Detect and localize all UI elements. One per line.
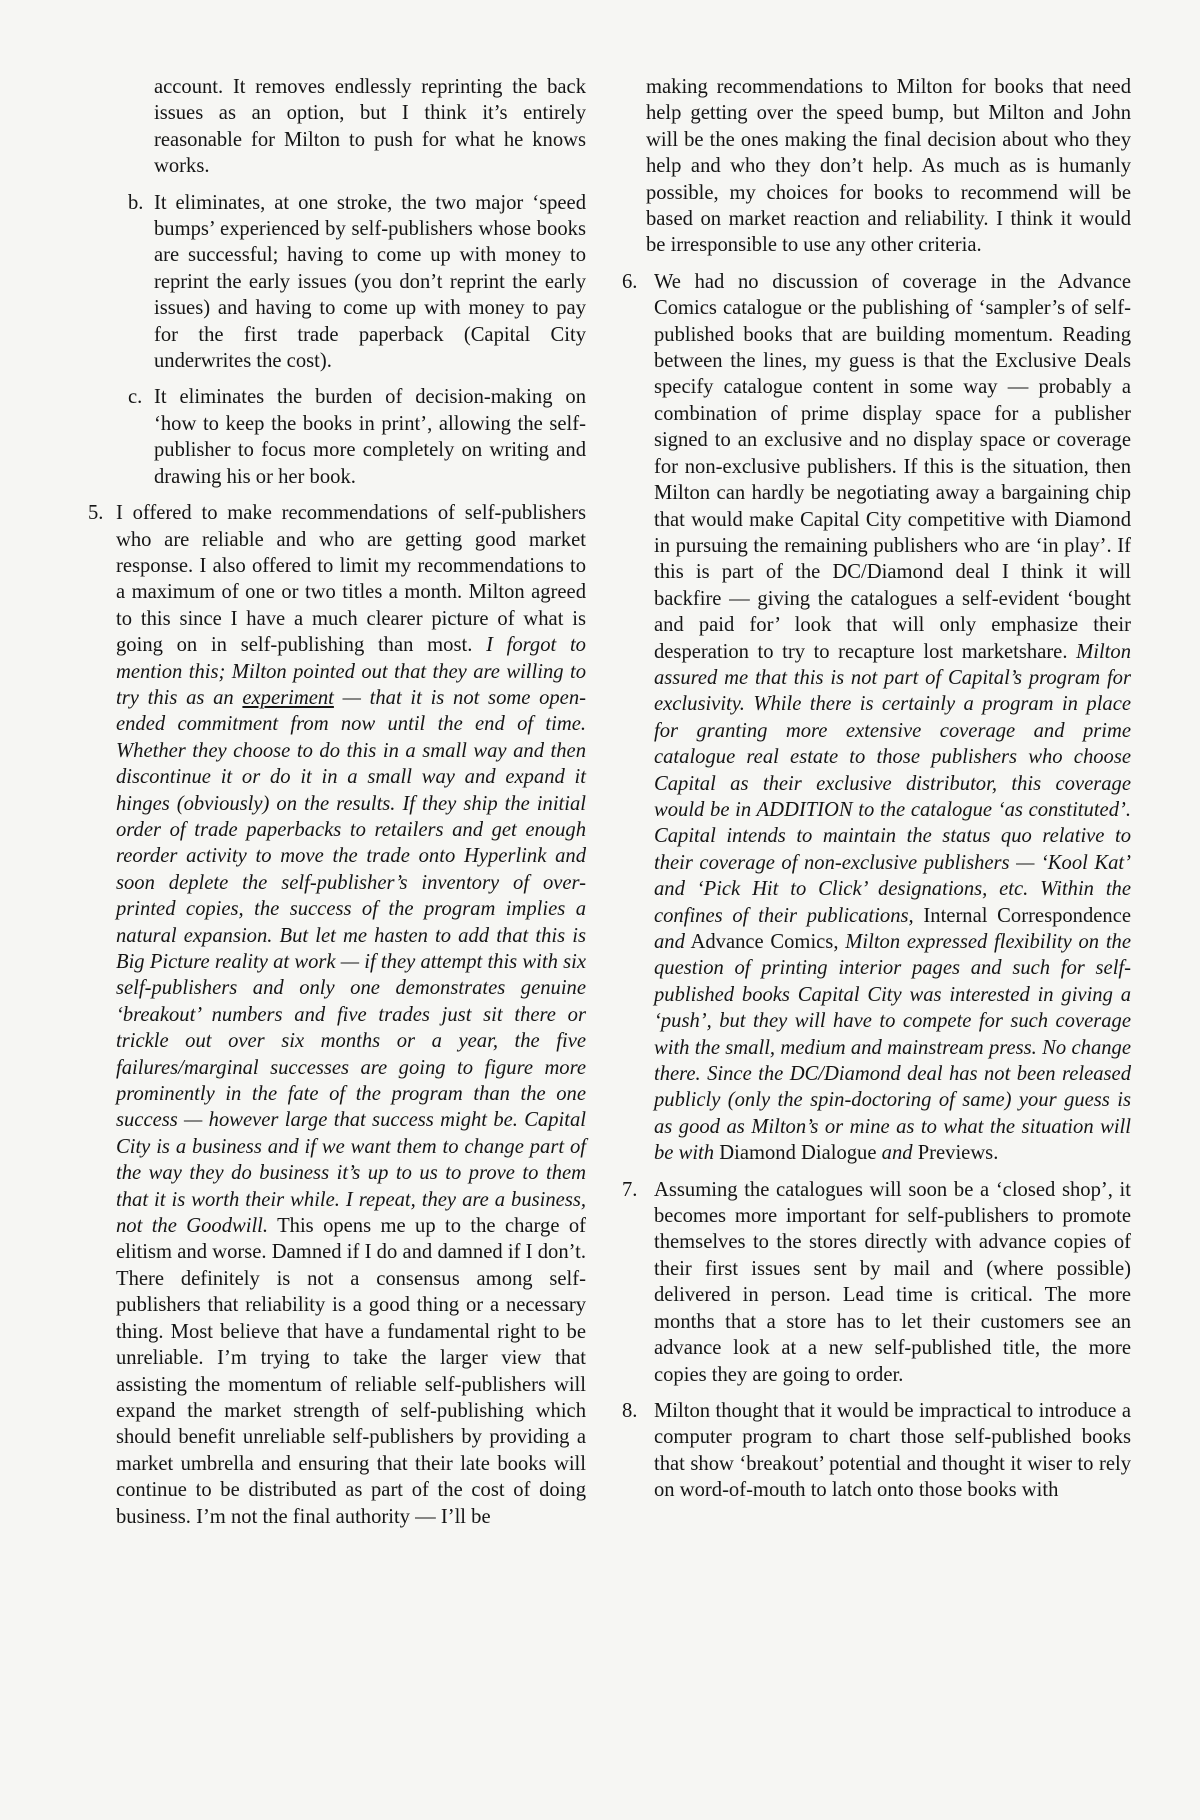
item-b-label: b. bbox=[128, 191, 144, 214]
item-6-and1: and bbox=[654, 931, 685, 953]
list-item-b bbox=[88, 190, 586, 375]
list-item-c bbox=[88, 384, 586, 490]
item-c-label: c. bbox=[128, 386, 143, 409]
list-item-5 bbox=[88, 500, 586, 1530]
item-b-text: It eliminates, at one stroke, the two major ‘speed bumps’ experienced by self-publishers whose books are successful; having to come up with money to reprint the early issues (you don’t reprint the early issues) and having to come up with money to pay for the first trade paperback (Capital City underwrites the cost). bbox=[154, 191, 586, 373]
item-6-italic1: Milton assured me that this is not part of Capital’s program for exclusivity. While there is certainly a program in place for granting more extensive coverage and prime catalogue real estate to those publishers who choose Capital as their exclusive distributor, this coverage would be in ADDITION to the catalogue ‘as constituted’. Capital intends to maintain the status quo relative to their coverage of non-exclusive publishers — ‘Kool Kat’ and ‘Pick Hit to Click’ designations, etc. Within the confines of their publications, bbox=[654, 640, 1131, 927]
item-6-and2: and bbox=[881, 1142, 913, 1165]
item-7-text: Assuming the catalogues will soon be a ‘closed shop’, it becomes more important for self-publishers to promote themselves to the stores directly with advance copies of their first issues sent by mail and (where possible) delivered in person. Lead time is critical. The more months that a store has to let their customers see an advance look at a new self-published title, the more copies they are going to order. bbox=[654, 1178, 1131, 1386]
item-6-italic2: Milton expressed flexibility on the question of printing interior pages and such for self-published books Capital City was interested in giving a ‘push’, but they will have to compete for such coverage with the small, medium and mainstream press. No change there. Since the DC/Diamond deal has not been released publicly (only the spin-doctoring of same) your guess is as good as Milton’s or mine as to what the situation will be with bbox=[654, 931, 1131, 1165]
item-5-continuation: making recommendations to Milton for books that need help getting over the speed bump, but Milton and John will be the ones making the final decision about who they help and who they don’t help. As much as is humanly possible, my choices for books to recommend will be based on market reaction and reliability. I think it would be irresponsible to use any other criteria. bbox=[646, 76, 1131, 257]
list-item-7 bbox=[622, 1177, 1131, 1388]
item-5-italic2: — that it is not some open-ended commitment from now until the end of time. Whether they choose to do this in a small way and then discontinue it or do it in a small way and expand it hinges (obviously) on the results. If they ship the initial order of trade paperbacks to retailers and get enough reorder activity to move the trade onto Hyperlink and soon deplete the self-publisher’s inventory of over-printed copies, the success of the program implies a natural expansion. But let me hasten to add that this is Big Picture reality at work — if they attempt this with six self-publishers and only one demonstrates genuine ‘breakout’ numbers and five trades just sit there or trickle out over six months or a year, the five failures/marginal successes are going to figure more prominently in the fate of the program than the one success — however large that success might be. Capital City is a business and if we want them to change part of the way they do business it’s up to us to prove to them that it is worth their while. I repeat, they are a business, not the Goodwill. bbox=[116, 686, 586, 1238]
item-5-label: 5. bbox=[88, 502, 104, 525]
item-5-text bbox=[116, 500, 586, 1530]
list-item-6 bbox=[622, 269, 1131, 1167]
item-5-italic1: I forgot to mention this; Milton pointed out that they are willing to try this as an bbox=[116, 634, 586, 709]
list-item-8 bbox=[622, 1398, 1131, 1504]
item-8-label: 8. bbox=[622, 1399, 638, 1422]
item-c-text: It eliminates the burden of decision-making on ‘how to keep the books in print’, allowing the self-publisher to focus more completely on writing and drawing his or her book. bbox=[154, 386, 586, 488]
item-6-text bbox=[654, 269, 1131, 1167]
item-5-part2: This opens me up to the charge of elitism and worse. Damned if I do and damned if I don’t. There definitely is not a consensus among self-publishers that reliability is a good thing or a necessary thing. Most believe that have a fundamental right to be unreliable. I’m trying to take the larger view that assisting the momentum of reliable self-publishers will expand the market strength of self-publishing which should benefit unreliable self-publishers by providing a market umbrella and ensuring that their late books will continue to be distributed as part of the cost of doing business. I’m not the final authority — I’ll be bbox=[116, 1215, 586, 1528]
item-6-title2: Advance Comics, bbox=[690, 931, 839, 953]
item-6-title1: Internal Correspondence bbox=[923, 904, 1131, 927]
item-6-title4: Previews. bbox=[917, 1142, 999, 1165]
item-8-text: Milton thought that it would be impractical to introduce a computer program to chart those self-published books that show ‘breakout’ potential and thought it wiser to rely on word-of-mouth to latch onto those books with bbox=[654, 1399, 1131, 1502]
item-6-part1: We had no discussion of coverage in the Advance Comics catalogue or the publishing of ‘sampler’s of self-published books that are building momentum. Reading between the lines, my guess is that the Exclusive Deals specify catalogue content in some way — probably a combination of prime display space for a publisher signed to an exclusive and no display space or coverage for non-exclusive publishers. If this is the situation, then Milton can hardly be negotiating away a bargaining chip that would make Capital City competitive with Diamond in pursuing the remaining publishers who are ‘in play’. If this is part of the DC/Diamond deal I think it will backfire — giving the catalogues a self-evident ‘bought and paid for’ look that will only emphasize their desperation to try to recapture lost marketshare. bbox=[654, 270, 1131, 663]
item-5-underlined: experiment bbox=[242, 686, 334, 709]
right-column bbox=[622, 74, 1131, 1504]
item-6-label: 6. bbox=[622, 270, 638, 293]
item-5-part1: I offered to make recommendations of self-publishers who are reliable and who are getting good market response. I also offered to limit my recommendations to a maximum of one or two titles a month. Milton agreed to this since I have a much clearer picture of what is going on in self-publishing than most. bbox=[116, 502, 586, 657]
item-a-continuation: account. It removes endlessly reprinting the back issues as an option, but I think it’s entirely reasonable for Milton to push for what he knows works. bbox=[154, 76, 586, 178]
left-column bbox=[88, 74, 586, 1530]
item-6-title3: Diamond Dialogue bbox=[719, 1142, 877, 1165]
item-7-label: 7. bbox=[622, 1178, 638, 1201]
